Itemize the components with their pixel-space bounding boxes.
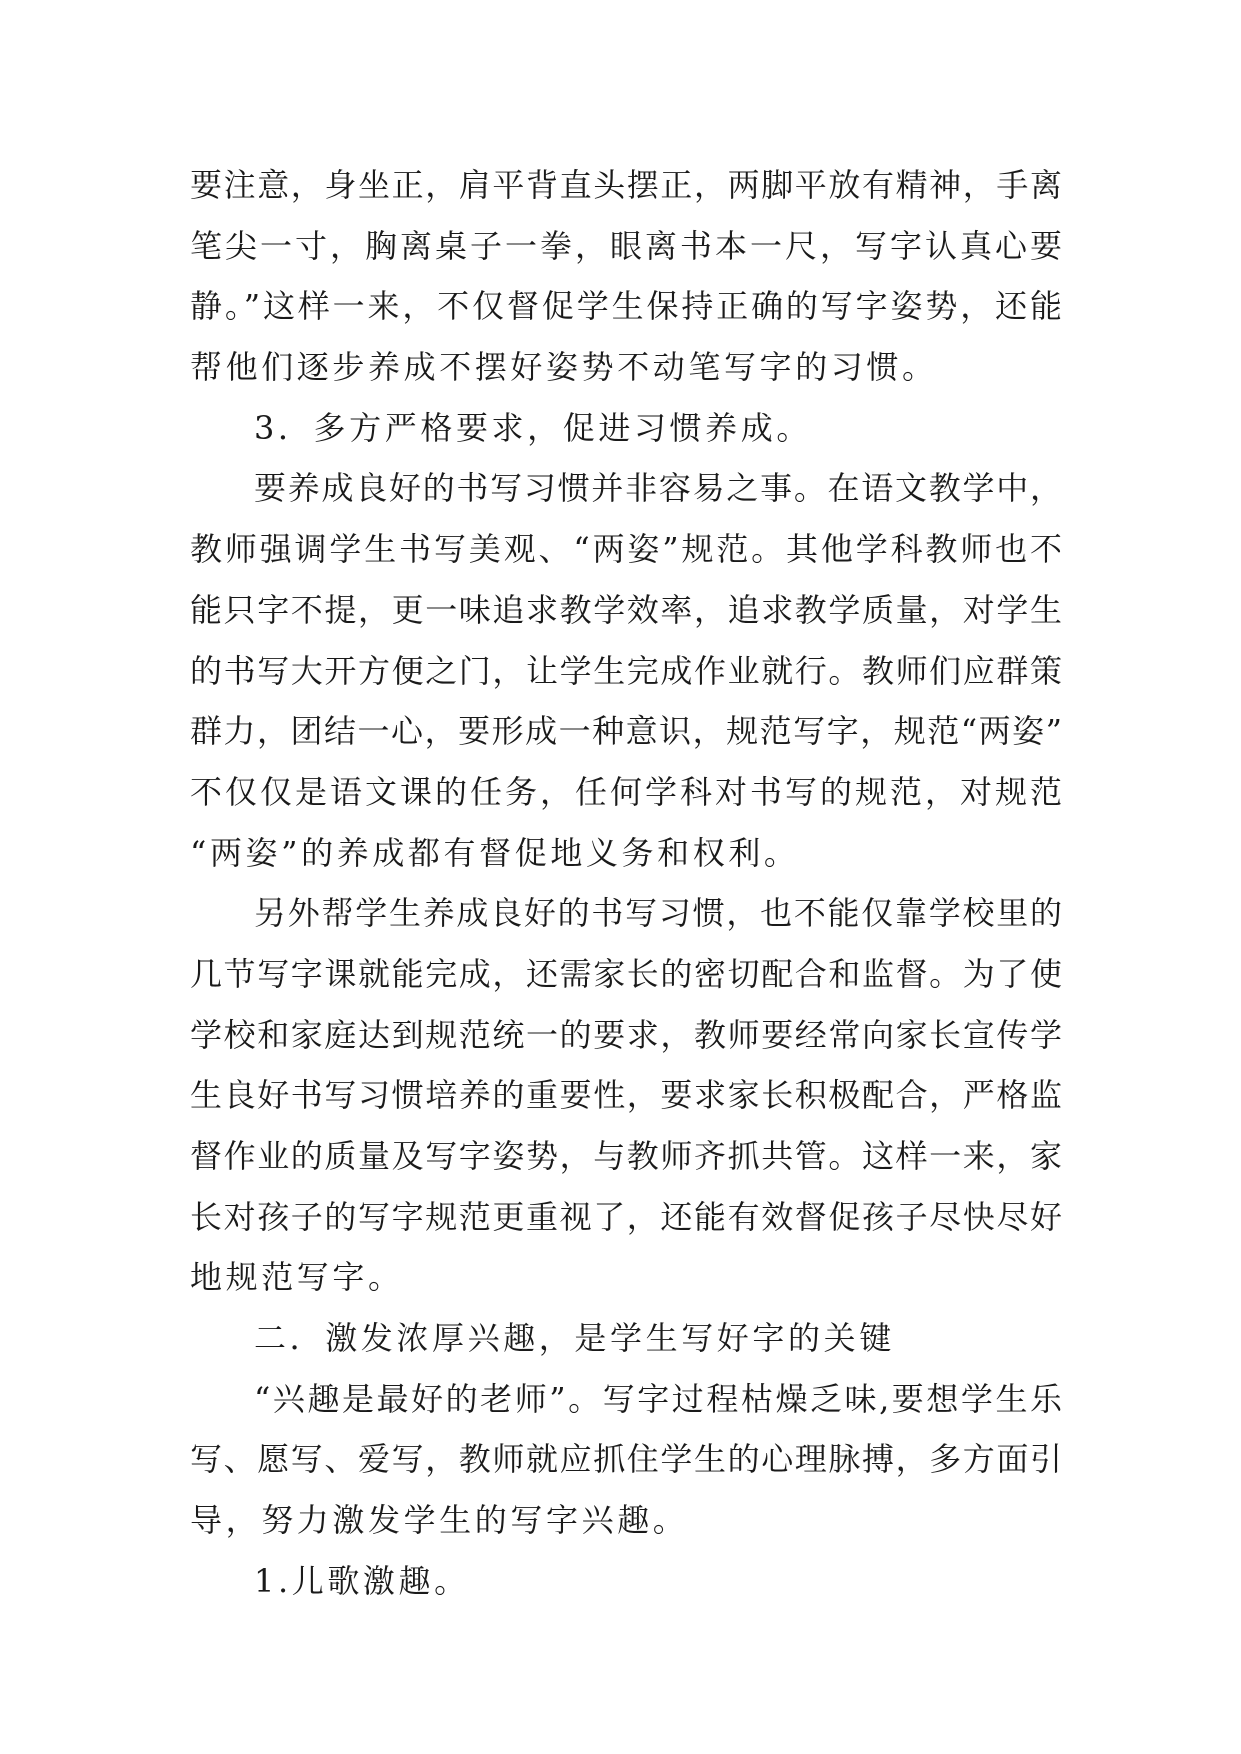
text-line: 生良好书写习惯培养的重要性，要求家长积极配合，严格监 [190,1076,1062,1115]
text-line: 帮他们逐步养成不摆好姿势不动笔写字的习惯。 [190,348,938,387]
text-line: 的书写大开方便之门，让学生完成作业就行。教师们应群策 [190,651,1062,690]
text-line: 静。”这样一来，不仅督促学生保持正确的写字姿势，还能 [190,287,1062,326]
text-line: 地规范写字。 [190,1258,404,1297]
text-line: 要养成良好的书写习惯并非容易之事。在语文教学中， [254,469,1062,508]
text-line: 3．多方严格要求，促进习惯养成。 [254,408,812,447]
text-line: 导，努力激发学生的写字兴趣。 [190,1501,689,1540]
text-line: 不仅仅是语文课的任务，任何学科对书写的规范，对规范 [190,772,1062,811]
text-line: 群力，团结一心，要形成一种意识，规范写字，规范“两姿” [190,712,1062,751]
text-line: 笔尖一寸，胸离桌子一拳，眼离书本一尺，写字认真心要 [190,226,1062,265]
body-text [190,155,1062,1612]
text-line: “兴趣是最好的老师”。写字过程枯燥乏味,要想学生乐 [254,1379,1062,1418]
text-line: 要注意，身坐正，肩平背直头摆正，两脚平放有精神，手离 [190,166,1062,204]
text-line: 二．激发浓厚兴趣，是学生写好字的关键 [254,1319,895,1358]
text-line: 写、愿写、爱写，教师就应抓住学生的心理脉搏，多方面引 [190,1440,1062,1479]
text-line: 学校和家庭达到规范统一的要求，教师要经常向家长宣传学 [190,1015,1062,1054]
text-line: 1.儿歌激趣。 [254,1561,470,1600]
text-line: 几节写字课就能完成，还需家长的密切配合和监督。为了使 [190,954,1062,993]
text-line: 长对孩子的写字规范更重视了，还能有效督促孩子尽快尽好 [190,1197,1062,1236]
text-line: 督作业的质量及写字姿势，与教师齐抓共管。这样一来，家 [190,1137,1062,1175]
text-line: “两姿”的养成都有督促地义务和权利。 [190,833,800,872]
text-line: 教师强调学生书写美观、“两姿”规范。其他学科教师也不 [190,530,1062,569]
text-line: 能只字不提，更一味追求教学效率，追求教学质量，对学生 [190,590,1062,629]
text-line: 另外帮学生养成良好的书写习惯，也不能仅靠学校里的 [254,894,1062,933]
